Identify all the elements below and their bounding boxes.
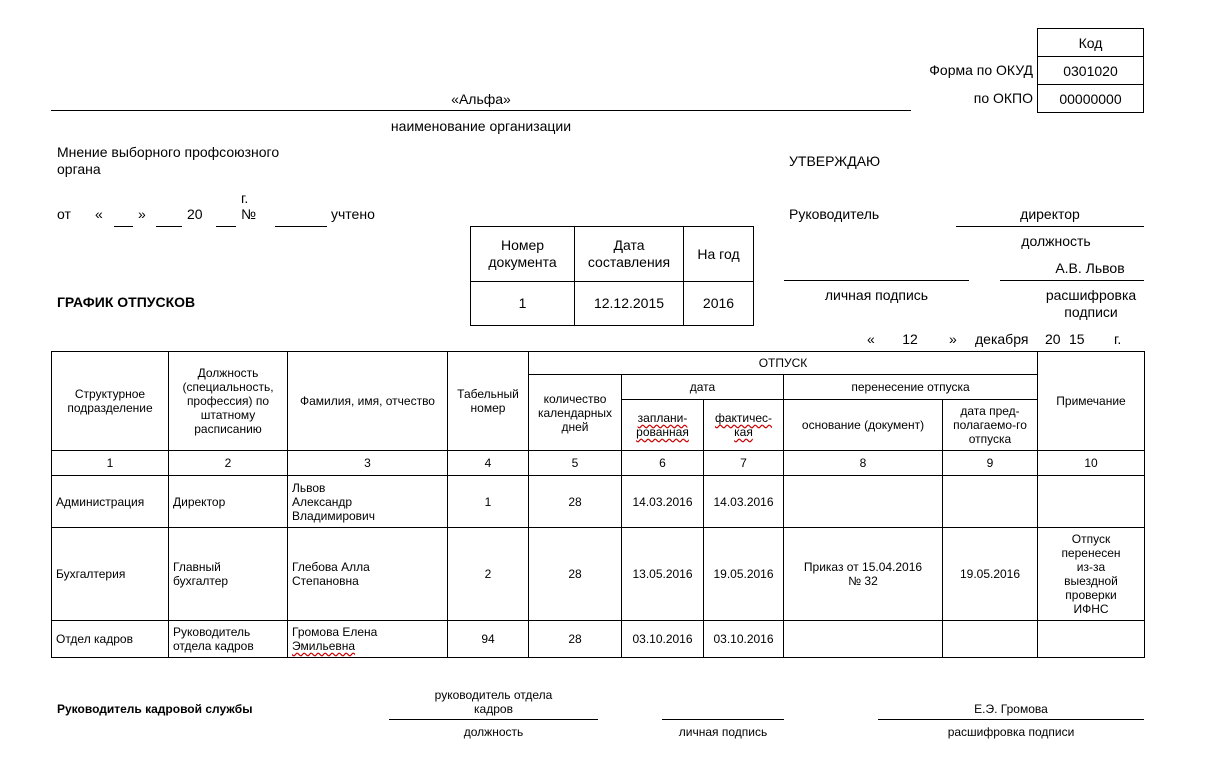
column-numbers-row <box>52 451 1145 476</box>
organization-line <box>51 110 911 111</box>
header-days: количество календарных дней <box>529 375 622 451</box>
code-header: Код <box>1038 29 1144 57</box>
approve-day: 12 <box>902 331 918 347</box>
header-expected: дата пред-полагаемо-го отпуска <box>943 400 1038 451</box>
cell-position: Главный бухгалтер <box>169 528 288 621</box>
table-row <box>52 528 1145 621</box>
approve-position-value: директор <box>1020 206 1080 222</box>
okpo-value: 00000000 <box>1038 85 1144 113</box>
union-line-2: органа <box>57 161 101 177</box>
col-number: 3 <box>288 451 448 476</box>
footer-position-line-2: кадров <box>474 702 513 716</box>
cell-planned: 14.03.2016 <box>622 476 704 528</box>
cell-dept: Бухгалтерия <box>52 528 169 621</box>
approve-month: декабря <box>975 331 1029 347</box>
header-note: Примечание <box>1038 352 1145 451</box>
header-basis: основание (документ) <box>784 400 943 451</box>
header-position: Должность (специальность, профессия) по штатному расписанию <box>169 352 288 451</box>
union-century: 20 <box>187 206 203 222</box>
col-number: 8 <box>784 451 943 476</box>
cell-expected: 19.05.2016 <box>943 528 1038 621</box>
cell-dept: Администрация <box>52 476 169 528</box>
okud-value: 0301020 <box>1038 57 1144 85</box>
approve-quote-open: « <box>867 331 875 347</box>
cell-planned: 03.10.2016 <box>622 621 704 658</box>
okpo-label: по ОКПО <box>973 90 1033 106</box>
col-number: 9 <box>943 451 1038 476</box>
code-box <box>1037 28 1144 113</box>
approve-decode-line <box>1000 280 1144 281</box>
col-number: 10 <box>1038 451 1145 476</box>
union-quote-close: » <box>138 206 146 222</box>
approve-decode-caption-1: расшифровка <box>1045 287 1137 303</box>
cell-basis <box>784 621 943 658</box>
col-number: 5 <box>529 451 622 476</box>
cell-position: Руководитель отдела кадров <box>169 621 288 658</box>
approve-head-label: Руководитель <box>789 206 880 222</box>
union-month-line <box>156 226 182 227</box>
doc-year-value: 2016 <box>684 282 754 326</box>
approve-decode-value: А.В. Львов <box>1055 260 1125 276</box>
cell-tab: 1 <box>448 476 529 528</box>
header-actual: фактичес- кая <box>704 400 784 451</box>
approve-year: 15 <box>1069 331 1085 347</box>
cell-name: Глебова Алла Степановна <box>288 528 448 621</box>
union-quote-open: « <box>95 206 103 222</box>
approve-year-mark: г. <box>1114 331 1122 347</box>
union-line-1: Мнение выборного профсоюзного <box>57 144 280 160</box>
col-number: 7 <box>704 451 784 476</box>
cell-actual: 19.05.2016 <box>704 528 784 621</box>
doc-number-value: 1 <box>471 282 575 326</box>
cell-planned: 13.05.2016 <box>622 528 704 621</box>
col-number: 1 <box>52 451 169 476</box>
doc-number-header: Номер документа <box>471 227 575 282</box>
doc-date-header: Дата составления <box>575 227 684 282</box>
table-row <box>52 621 1145 658</box>
cell-name: Львов Александр Владимирович <box>288 476 448 528</box>
cell-name: Громова Елена Эмильевна <box>288 621 448 658</box>
cell-note: Отпуск перенесен из-за выездной проверки ИФНС <box>1038 528 1145 621</box>
col-number: 2 <box>169 451 288 476</box>
header-date: дата <box>622 375 784 400</box>
union-day-line <box>114 226 133 227</box>
cell-basis <box>784 476 943 528</box>
union-year-line <box>216 226 236 227</box>
cell-days: 28 <box>529 476 622 528</box>
cell-expected <box>943 476 1038 528</box>
cell-expected <box>943 621 1038 658</box>
doc-date-value: 12.12.2015 <box>575 282 684 326</box>
approve-title: УТВЕРЖДАЮ <box>789 153 881 169</box>
header-planned: заплани- рованная <box>622 400 704 451</box>
header-name: Фамилия, имя, отчество <box>288 352 448 451</box>
cell-dept: Отдел кадров <box>52 621 169 658</box>
union-number-line <box>275 226 327 227</box>
col-number: 6 <box>622 451 704 476</box>
cell-note <box>1038 476 1145 528</box>
cell-basis: Приказ от 15.04.2016 № 32 <box>784 528 943 621</box>
cell-actual: 14.03.2016 <box>704 476 784 528</box>
header-transfer: перенесение отпуска <box>784 375 1038 400</box>
approve-position-caption: должность <box>1021 233 1091 249</box>
footer-position-caption: должность <box>463 725 524 739</box>
okud-label: Форма по ОКУД <box>929 62 1033 78</box>
vacation-schedule-table <box>51 351 1145 658</box>
cell-days: 28 <box>529 621 622 658</box>
header-vacation: ОТПУСК <box>529 352 1038 375</box>
header-tab: Табельный номер <box>448 352 529 451</box>
cell-days: 28 <box>529 528 622 621</box>
doc-year-header: На год <box>684 227 754 282</box>
footer-decode-value: Е.Э. Громова <box>974 702 1048 716</box>
cell-tab: 94 <box>448 621 529 658</box>
footer-decode-caption: расшифровка подписи <box>947 725 1075 739</box>
union-number-sign: № <box>241 206 257 222</box>
table-row <box>52 476 1145 528</box>
document-title: ГРАФИК ОТПУСКОВ <box>57 294 196 310</box>
cell-note <box>1038 621 1145 658</box>
cell-tab: 2 <box>448 528 529 621</box>
footer-signature-caption: личная подпись <box>678 725 768 739</box>
footer-signature-line <box>662 719 784 720</box>
approve-century: 20 <box>1045 331 1061 347</box>
footer-position-line <box>389 719 598 720</box>
cell-actual: 03.10.2016 <box>704 621 784 658</box>
approve-signature-line <box>784 280 969 281</box>
footer-position-line-1: руководитель отдела <box>434 688 553 702</box>
organization-name: «Альфа» <box>451 91 511 107</box>
document-info-box <box>470 226 754 326</box>
approve-signature-caption: личная подпись <box>824 287 929 303</box>
union-year-mark: г. <box>241 190 249 206</box>
union-status: учтено <box>331 206 375 222</box>
union-from: от <box>57 206 71 222</box>
organization-caption: наименование организации <box>390 118 572 134</box>
approve-position-line <box>956 226 1144 227</box>
footer-label: Руководитель кадровой службы <box>57 702 253 716</box>
footer-decode-line <box>878 719 1144 720</box>
col-number: 4 <box>448 451 529 476</box>
approve-decode-caption-2: подписи <box>1064 304 1118 320</box>
approve-quote-close: » <box>949 331 957 347</box>
cell-position: Директор <box>169 476 288 528</box>
header-dept: Структурное подразделение <box>52 352 169 451</box>
